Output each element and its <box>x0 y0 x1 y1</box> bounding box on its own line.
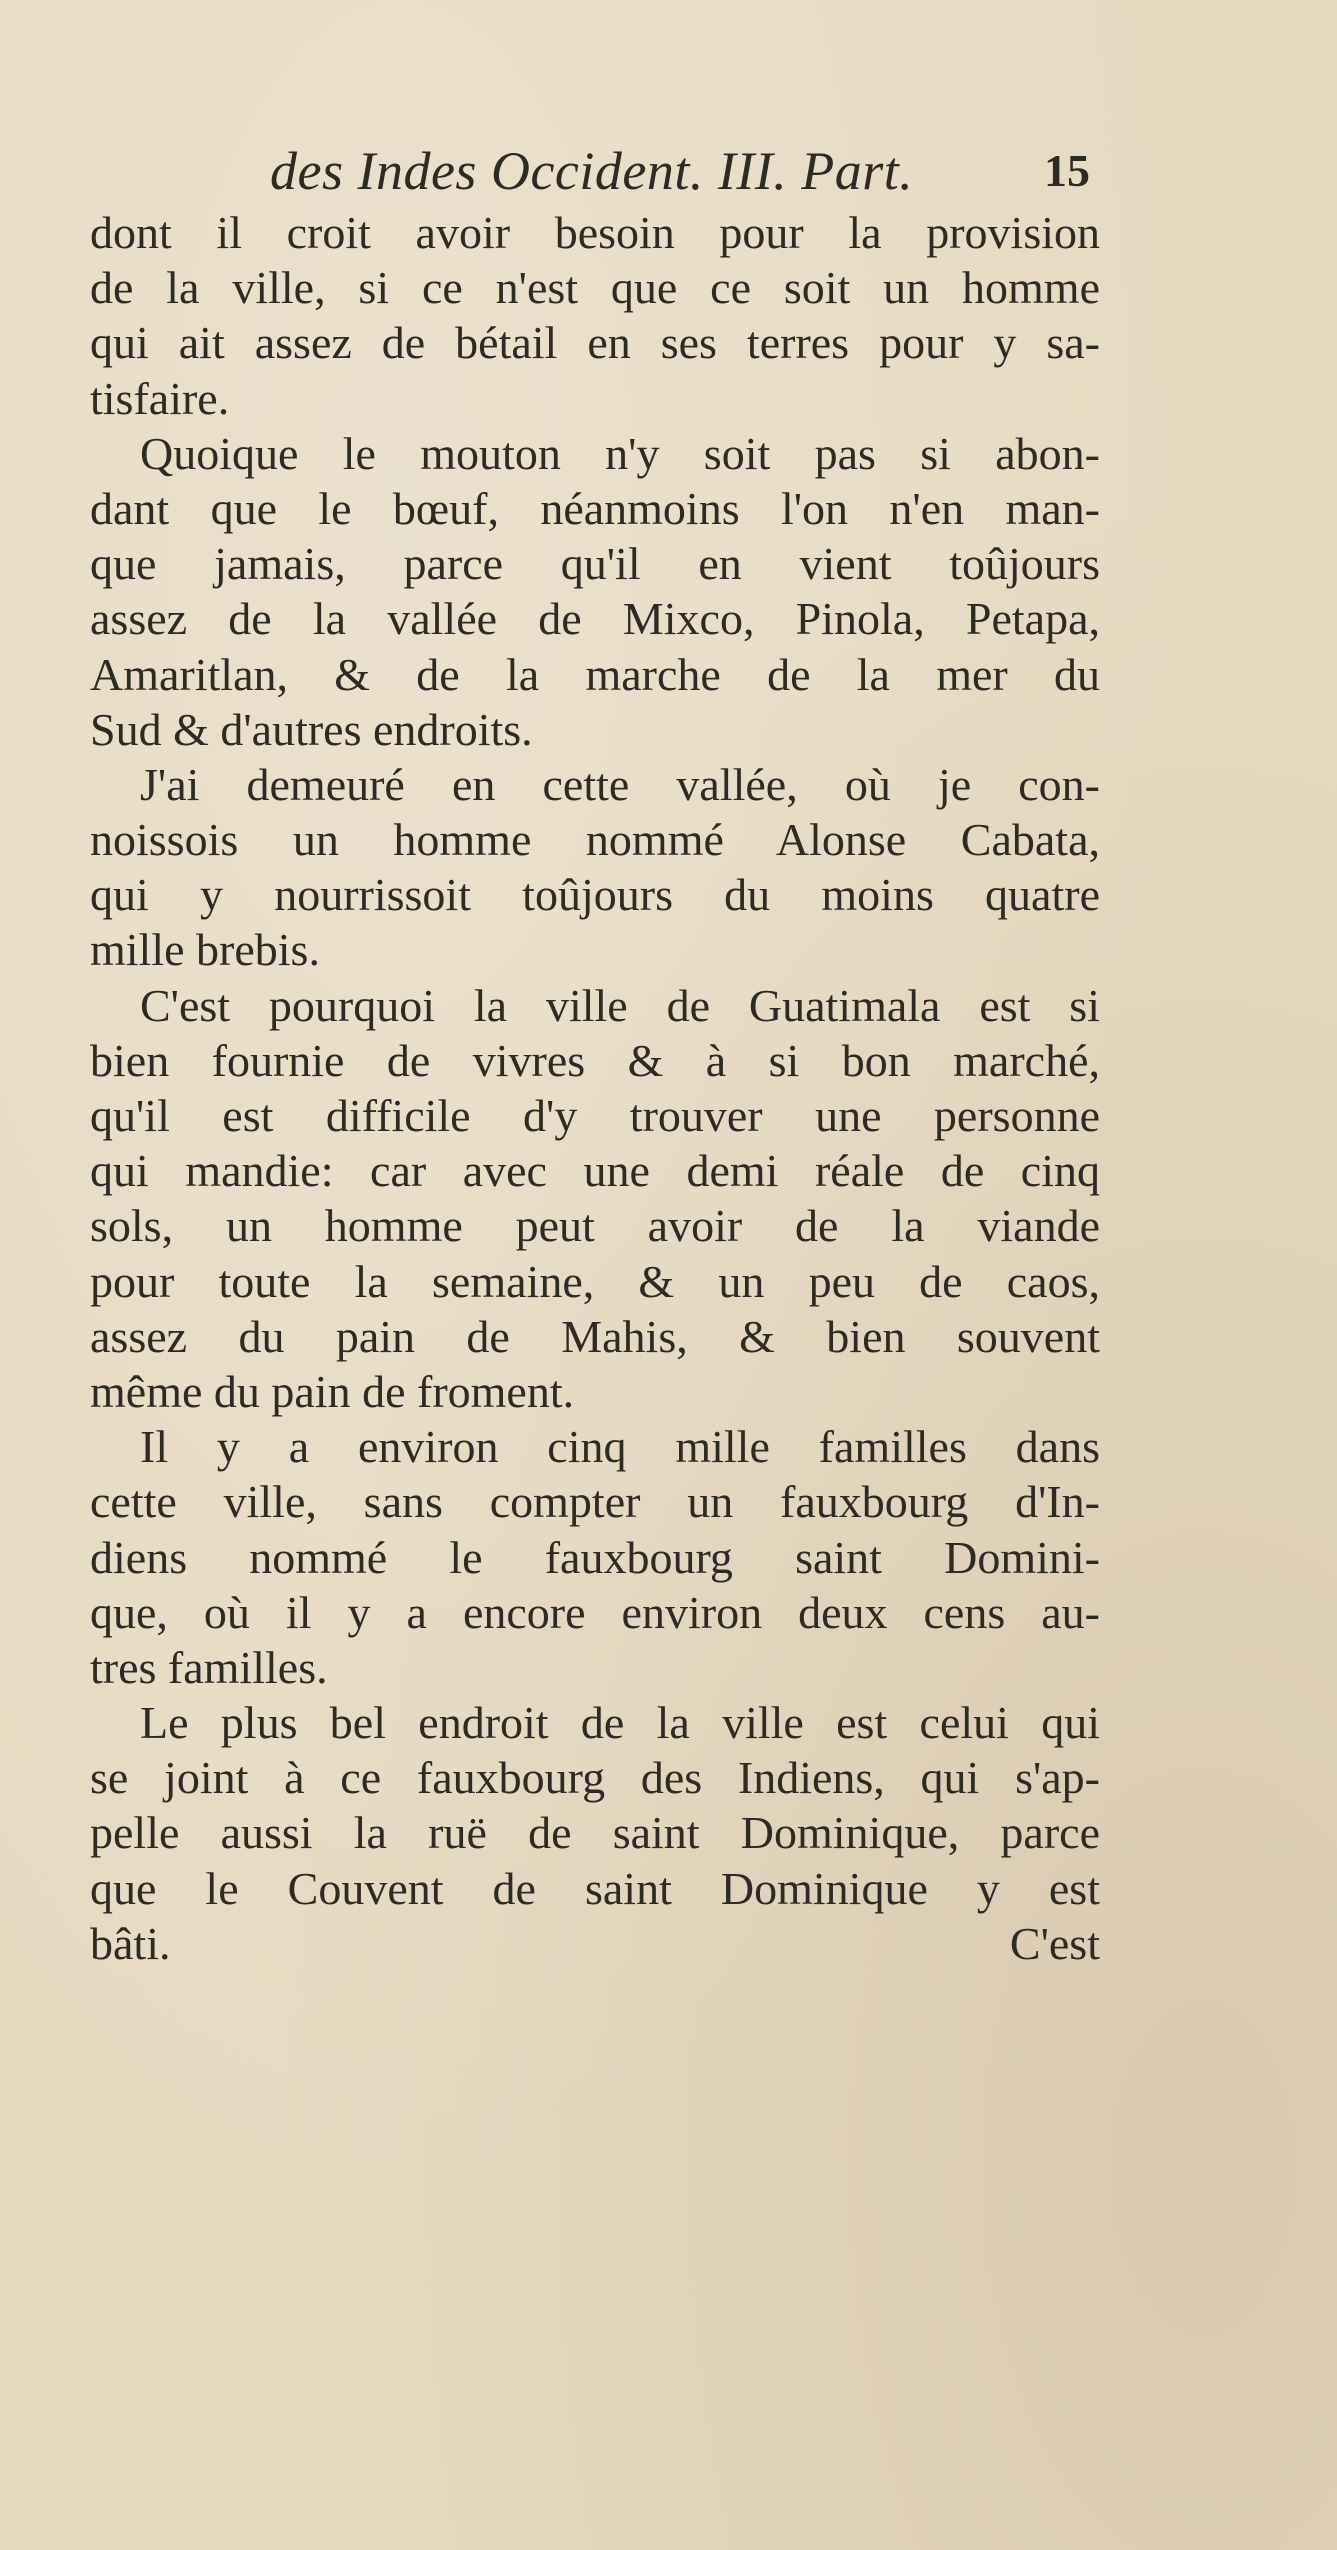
text-line: même du pain de froment. <box>90 1365 575 1417</box>
text-line: que, où il y a encore environ deux cens au- <box>90 1586 1100 1638</box>
text-line: tisfaire. <box>90 372 230 424</box>
text-line: diens nommé le fauxbourg saint Domini- <box>90 1531 1100 1583</box>
text-line: Amaritlan, & de la marche de la mer du <box>90 648 1100 700</box>
paragraph <box>90 426 1100 757</box>
text-line: que jamais, parce qu'il en vient toûjours <box>90 538 1100 590</box>
text-line: sols, un homme peut avoir de la viande <box>90 1200 1100 1252</box>
text-line: noissois un homme nommé Alonse Cabata, <box>90 814 1100 866</box>
text-line: de la ville, si ce n'est que ce soit un homme <box>90 262 1100 314</box>
text-line: qu'il est difficile d'y trouver une personne <box>90 1090 1100 1141</box>
catchword: C'est <box>1009 1917 1100 1969</box>
text-line: Le plus bel endroit de la ville est celui qui <box>140 1697 1100 1749</box>
text-line: assez de la vallée de Mixco, Pinola, Petapa, <box>90 593 1100 645</box>
text-line: cette ville, sans compter un fauxbourg d'In- <box>90 1476 1100 1528</box>
text-line: dant que le bœuf, néanmoins l'on n'en man- <box>90 482 1100 534</box>
text-line: tres familles. <box>90 1641 328 1693</box>
page-number: 15 <box>1044 145 1090 196</box>
paragraph <box>90 1695 1100 1916</box>
text-line: que le Couvent de saint Dominique y est <box>90 1862 1100 1914</box>
final-line <box>90 1916 1100 1971</box>
text-line: assez du pain de Mahis, & bien souvent <box>90 1310 1100 1362</box>
paragraph <box>90 757 1100 978</box>
text-line: Quoique le mouton n'y soit pas si abon- <box>140 427 1100 479</box>
paragraph <box>90 978 1100 1420</box>
text-line: J'ai demeuré en cette vallée, où je con- <box>140 758 1100 810</box>
text-line: qui y nourrissoit toûjours du moins quatre <box>90 869 1100 921</box>
text-line: dont il croit avoir besoin pour la provision <box>90 207 1100 258</box>
text-line: C'est pourquoi la ville de Guatimala est si <box>140 979 1100 1031</box>
text-line: bien fournie de vivres & à si bon marché, <box>90 1034 1100 1086</box>
paragraph <box>90 1419 1100 1695</box>
text-line: qui mandie: car avec une demi réale de cinq <box>90 1145 1100 1197</box>
running-title: des Indes Occident. III. Part. <box>270 141 914 201</box>
body-text <box>90 205 1100 1971</box>
text-line: pelle aussi la ruë de saint Dominique, parce <box>90 1807 1100 1859</box>
text-line: se joint à ce fauxbourg des Indiens, qui s'ap- <box>90 1752 1100 1804</box>
paragraph <box>90 205 1100 426</box>
final-line-text: bâti. <box>90 1917 171 1969</box>
text-line: mille brebis. <box>90 924 320 976</box>
text-line: Il y a environ cinq mille familles dans <box>140 1421 1100 1473</box>
text-line: pour toute la semaine, & un peu de caos, <box>90 1255 1100 1307</box>
text-line: Sud & d'autres endroits. <box>90 703 533 755</box>
text-line: qui ait assez de bétail en ses terres pour y sa- <box>90 317 1100 369</box>
